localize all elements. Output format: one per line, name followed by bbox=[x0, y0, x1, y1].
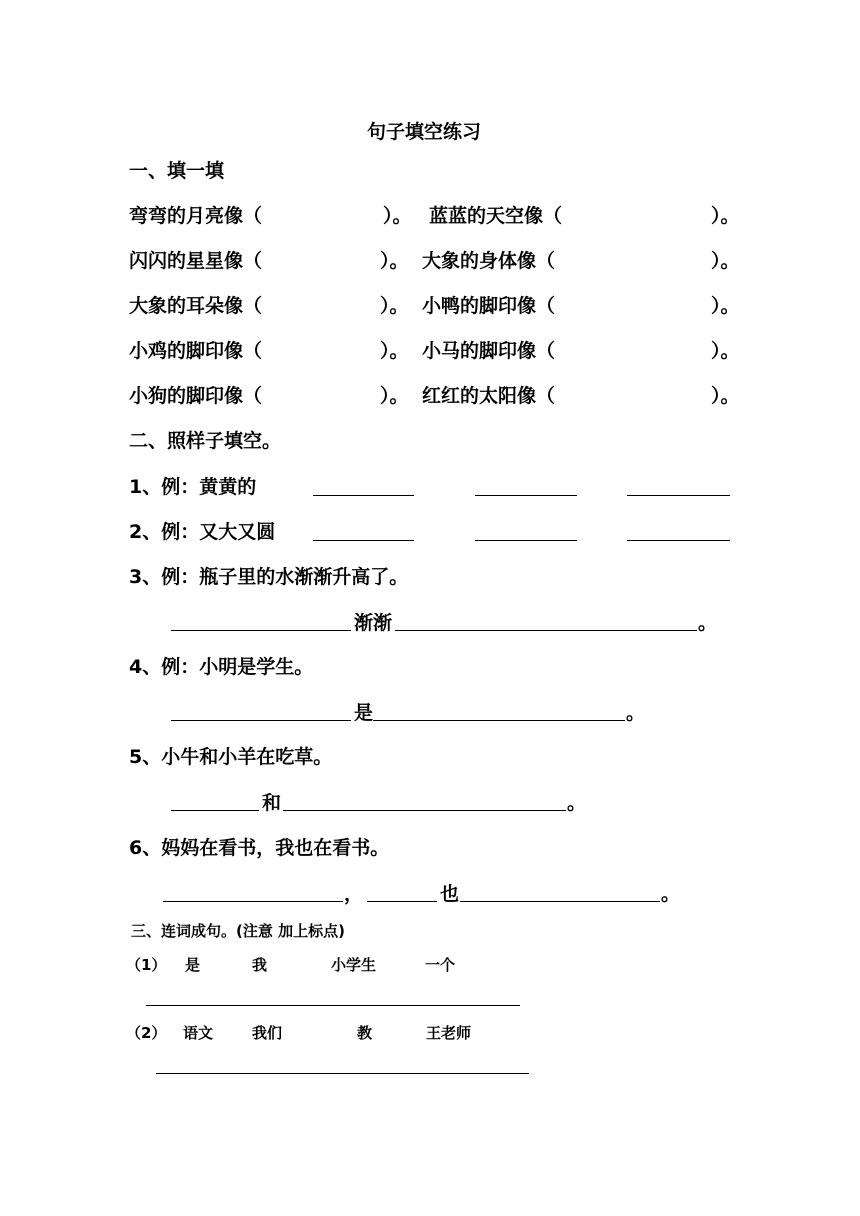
word-card: 王老师 bbox=[426, 1024, 472, 1042]
fill-right-prompt: 小鸭的脚印像（ bbox=[422, 295, 556, 317]
fill-right-close: ）。 bbox=[711, 295, 740, 317]
question-3-example: 3、例：瓶子里的水渐渐升高了。 bbox=[129, 566, 409, 588]
answer-blank[interactable] bbox=[313, 540, 414, 541]
fill-left-close: ）。 bbox=[380, 295, 409, 317]
fill-right-close: ）。 bbox=[711, 340, 740, 362]
question-5-example: 5、小牛和小羊在吃草。 bbox=[129, 746, 333, 768]
fill-left-prompt: 大象的耳朵像（ bbox=[129, 295, 263, 317]
q5-keyword: 和 bbox=[262, 792, 282, 814]
answer-blank[interactable] bbox=[283, 810, 566, 811]
answer-blank[interactable] bbox=[367, 901, 437, 902]
fill-left-prompt: 小鸡的脚印像（ bbox=[129, 340, 263, 362]
fill-left-close: ）。 bbox=[380, 340, 409, 362]
answer-blank[interactable] bbox=[460, 901, 660, 902]
word-card: 教 bbox=[357, 1024, 373, 1042]
q6-period: 。 bbox=[661, 883, 681, 905]
fill-right-close: ）。 bbox=[711, 385, 740, 407]
question-4-example: 4、例：小明是学生。 bbox=[129, 656, 314, 678]
answer-blank[interactable] bbox=[395, 630, 697, 631]
q4-keyword: 是 bbox=[354, 702, 374, 724]
word-card: 是 bbox=[185, 956, 201, 974]
s3-q1-number: （1） bbox=[126, 956, 167, 974]
answer-blank[interactable] bbox=[171, 810, 259, 811]
word-card: 小学生 bbox=[331, 956, 377, 974]
fill-left-prompt: 弯弯的月亮像（ bbox=[129, 205, 263, 227]
page-title: 句子填空练习 bbox=[367, 121, 482, 143]
fill-right-close: ）。 bbox=[711, 250, 740, 272]
q6-comma: ， bbox=[344, 883, 364, 905]
word-card: 我 bbox=[252, 956, 268, 974]
section-3-heading: 三、连词成句。(注意 加上标点) bbox=[131, 922, 345, 940]
question-2-example: 2、例：又大又圆 bbox=[129, 521, 276, 543]
fill-left-close: ）。 bbox=[380, 250, 409, 272]
answer-blank[interactable] bbox=[171, 720, 351, 721]
section-2-heading: 二、照样子填空。 bbox=[129, 430, 282, 452]
fill-right-prompt: 蓝蓝的天空像（ bbox=[429, 205, 563, 227]
q5-period: 。 bbox=[567, 792, 587, 814]
fill-left-close: ）。 bbox=[383, 205, 412, 227]
fill-right-close: ）。 bbox=[711, 205, 740, 227]
word-card: 一个 bbox=[425, 956, 456, 974]
question-6-example: 6、妈妈在看书，我也在看书。 bbox=[129, 837, 390, 859]
word-card: 语文 bbox=[183, 1024, 214, 1042]
fill-left-prompt: 闪闪的星星像（ bbox=[129, 250, 263, 272]
q4-period: 。 bbox=[626, 702, 646, 724]
q6-keyword: 也 bbox=[440, 883, 460, 905]
answer-blank[interactable] bbox=[313, 495, 414, 496]
fill-left-prompt: 小狗的脚印像（ bbox=[129, 385, 263, 407]
answer-blank[interactable] bbox=[373, 720, 625, 721]
fill-right-prompt: 大象的身体像（ bbox=[422, 250, 556, 272]
sentence-answer-line[interactable] bbox=[156, 1073, 529, 1074]
answer-blank[interactable] bbox=[163, 901, 343, 902]
answer-blank[interactable] bbox=[627, 495, 730, 496]
word-card: 我们 bbox=[252, 1024, 283, 1042]
fill-right-prompt: 红红的太阳像（ bbox=[422, 385, 556, 407]
answer-blank[interactable] bbox=[475, 540, 577, 541]
section-1-heading: 一、填一填 bbox=[129, 160, 225, 182]
sentence-answer-line[interactable] bbox=[146, 1005, 520, 1006]
fill-left-close: ）。 bbox=[380, 385, 409, 407]
s3-q2-number: （2） bbox=[126, 1024, 167, 1042]
answer-blank[interactable] bbox=[627, 540, 730, 541]
answer-blank[interactable] bbox=[475, 495, 577, 496]
q3-keyword: 渐渐 bbox=[354, 612, 393, 634]
answer-blank[interactable] bbox=[171, 630, 351, 631]
fill-right-prompt: 小马的脚印像（ bbox=[422, 340, 556, 362]
q3-period: 。 bbox=[698, 612, 718, 634]
question-1-example: 1、例：黄黄的 bbox=[129, 476, 257, 498]
